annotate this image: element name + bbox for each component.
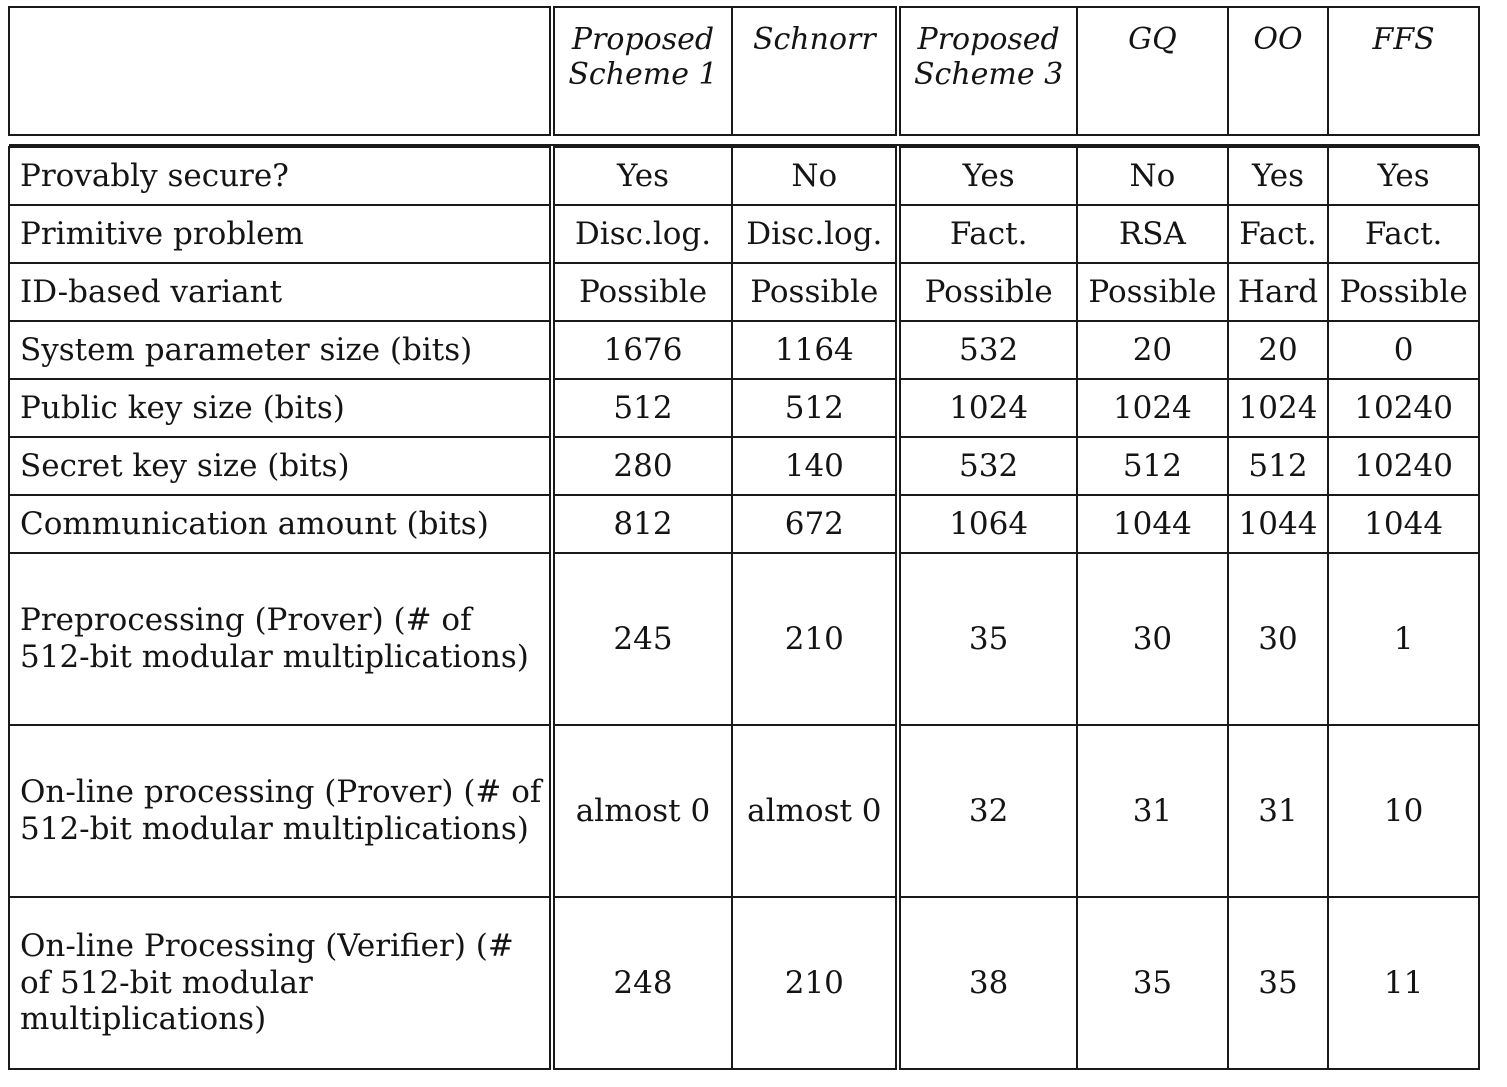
header-line: Scheme 3 <box>914 57 1064 93</box>
header-gq <box>1077 7 1228 135</box>
header-proposed-scheme-1 <box>552 7 733 135</box>
cell-oo: Hard <box>1228 263 1328 321</box>
cell-gq: No <box>1077 147 1228 205</box>
header-proposed-scheme-3 <box>898 7 1077 135</box>
cell-proposed-scheme-1: 512 <box>552 379 733 437</box>
cell-schnorr: 210 <box>732 553 898 725</box>
gap-cell <box>9 135 1479 145</box>
header-line: Proposed <box>571 22 715 57</box>
table-row <box>9 147 1479 205</box>
cell-proposed-scheme-3: 32 <box>898 725 1077 897</box>
header-line: GQ <box>1128 22 1177 57</box>
table-row <box>9 321 1479 379</box>
cell-gq: 20 <box>1077 321 1228 379</box>
cell-proposed-scheme-1: 245 <box>552 553 733 725</box>
cell-ffs: Fact. <box>1328 205 1479 263</box>
header-oo <box>1228 7 1328 135</box>
cell-oo: 1024 <box>1228 379 1328 437</box>
cell-schnorr: almost 0 <box>732 725 898 897</box>
table-row <box>9 205 1479 263</box>
cell-proposed-scheme-3: 1024 <box>898 379 1077 437</box>
header-line: Proposed <box>917 22 1060 57</box>
row-label: Preprocessing (Prover) (# of 512-bit modular multiplications) <box>9 553 552 725</box>
header-row <box>9 7 1479 135</box>
cell-oo: Fact. <box>1228 205 1328 263</box>
cell-proposed-scheme-3: 35 <box>898 553 1077 725</box>
cell-ffs: 1 <box>1328 553 1479 725</box>
cell-proposed-scheme-3: Yes <box>898 147 1077 205</box>
cell-proposed-scheme-1: Disc.log. <box>552 205 733 263</box>
row-label: On-line processing (Prover) (# of 512-bit modular multiplications) <box>9 725 552 897</box>
table-row <box>9 437 1479 495</box>
cell-oo: 1044 <box>1228 495 1328 553</box>
cell-proposed-scheme-1: Yes <box>552 147 733 205</box>
table-row <box>9 495 1479 553</box>
header-line: Scheme 1 <box>568 57 718 93</box>
row-label: Primitive problem <box>9 205 552 263</box>
table-row <box>9 263 1479 321</box>
cell-ffs: Yes <box>1328 147 1479 205</box>
comparison-body <box>8 146 1480 1070</box>
cell-schnorr: 1164 <box>732 321 898 379</box>
cell-proposed-scheme-3: Possible <box>898 263 1077 321</box>
cell-gq: 1044 <box>1077 495 1228 553</box>
cell-schnorr: 210 <box>732 897 898 1069</box>
cell-ffs: 10 <box>1328 725 1479 897</box>
cell-gq: 512 <box>1077 437 1228 495</box>
row-label: ID-based variant <box>9 263 552 321</box>
cell-ffs: 10240 <box>1328 379 1479 437</box>
table-row <box>9 379 1479 437</box>
header-line: FFS <box>1372 22 1435 57</box>
header-line: OO <box>1253 22 1303 57</box>
comparison-table-container <box>8 6 1480 1070</box>
cell-oo: 512 <box>1228 437 1328 495</box>
cell-ffs: Possible <box>1328 263 1479 321</box>
header-gap <box>9 135 1479 145</box>
cell-schnorr: 672 <box>732 495 898 553</box>
comparison-table <box>8 6 1480 146</box>
header-schnorr <box>732 7 898 135</box>
cell-proposed-scheme-1: Possible <box>552 263 733 321</box>
cell-proposed-scheme-1: 280 <box>552 437 733 495</box>
cell-schnorr: Possible <box>732 263 898 321</box>
cell-ffs: 10240 <box>1328 437 1479 495</box>
cell-oo: 31 <box>1228 725 1328 897</box>
cell-gq: 1024 <box>1077 379 1228 437</box>
table-row <box>9 553 1479 725</box>
row-label: On-line Processing (Verifier) (# of 512-bit modular multiplications) <box>9 897 552 1069</box>
table-row <box>9 897 1479 1069</box>
cell-schnorr: 512 <box>732 379 898 437</box>
cell-proposed-scheme-3: Fact. <box>898 205 1077 263</box>
cell-proposed-scheme-1: 248 <box>552 897 733 1069</box>
cell-proposed-scheme-1: almost 0 <box>552 725 733 897</box>
row-label: Communication amount (bits) <box>9 495 552 553</box>
cell-gq: 31 <box>1077 725 1228 897</box>
row-label: Provably secure? <box>9 147 552 205</box>
cell-proposed-scheme-3: 532 <box>898 437 1077 495</box>
cell-proposed-scheme-3: 1064 <box>898 495 1077 553</box>
cell-oo: 35 <box>1228 897 1328 1069</box>
header-ffs <box>1328 7 1479 135</box>
cell-schnorr: Disc.log. <box>732 205 898 263</box>
cell-proposed-scheme-1: 812 <box>552 495 733 553</box>
cell-gq: 30 <box>1077 553 1228 725</box>
row-label: Secret key size (bits) <box>9 437 552 495</box>
row-label: System parameter size (bits) <box>9 321 552 379</box>
cell-proposed-scheme-3: 38 <box>898 897 1077 1069</box>
cell-gq: Possible <box>1077 263 1228 321</box>
cell-proposed-scheme-1: 1676 <box>552 321 733 379</box>
cell-gq: RSA <box>1077 205 1228 263</box>
cell-ffs: 11 <box>1328 897 1479 1069</box>
cell-proposed-scheme-3: 532 <box>898 321 1077 379</box>
cell-schnorr: No <box>732 147 898 205</box>
header-blank <box>9 7 552 135</box>
cell-schnorr: 140 <box>732 437 898 495</box>
row-label: Public key size (bits) <box>9 379 552 437</box>
header-line: Schnorr <box>752 22 876 57</box>
cell-ffs: 0 <box>1328 321 1479 379</box>
cell-oo: Yes <box>1228 147 1328 205</box>
cell-gq: 35 <box>1077 897 1228 1069</box>
cell-ffs: 1044 <box>1328 495 1479 553</box>
cell-oo: 20 <box>1228 321 1328 379</box>
table-row <box>9 725 1479 897</box>
cell-oo: 30 <box>1228 553 1328 725</box>
